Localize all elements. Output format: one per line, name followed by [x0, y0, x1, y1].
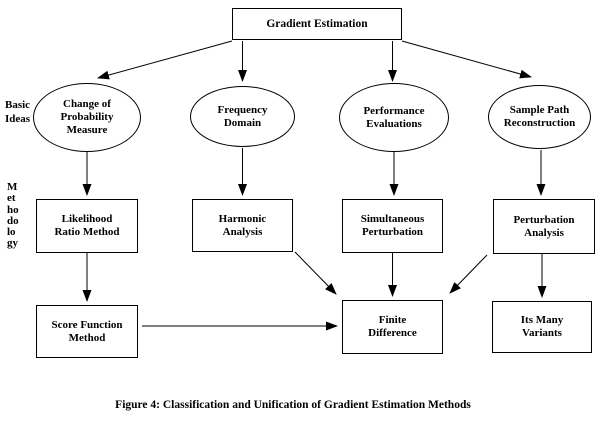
- node-label-line: Variants: [522, 327, 562, 339]
- node-label-line: Probability: [60, 111, 114, 123]
- node-change-of-probability-measure: [33, 83, 141, 152]
- node-its-many-variants: [492, 301, 592, 353]
- label-methodology: Methodology: [7, 181, 19, 250]
- node-label: Gradient Estimation: [266, 17, 368, 30]
- label-basic-ideas-line1: Basic: [5, 99, 31, 111]
- node-label-line: Evaluations: [366, 117, 422, 130]
- node-label-line: Performance: [363, 104, 425, 117]
- node-frequency-domain: [190, 86, 295, 147]
- node-sample-path-reconstruction: [488, 85, 591, 149]
- node-label-line: Sample Path: [509, 104, 570, 116]
- figure-caption: Figure 4: Classification and Unification of Gradient Estimation Methods: [115, 399, 471, 411]
- node-label-line: Change of: [63, 98, 111, 110]
- node-label-line: Harmonic: [218, 212, 267, 225]
- node-gradient-estimation: [232, 8, 402, 40]
- node-label-line: Likelihood: [61, 213, 113, 225]
- node-label-line: Analysis: [524, 226, 564, 239]
- node-label-line: Reconstruction: [503, 117, 576, 129]
- node-label-line: Finite: [378, 314, 407, 326]
- node-simultaneous-perturbation: [342, 199, 443, 253]
- node-label-line: Its Many: [520, 314, 564, 326]
- arrow-harmonic-to-finite-difference: [295, 252, 336, 294]
- node-label-line: Domain: [223, 116, 262, 129]
- node-score-function-method: [36, 305, 138, 358]
- node-likelihood-ratio-method: [36, 199, 138, 253]
- node-label-line: Measure: [66, 124, 108, 136]
- label-basic-ideas-line2: Ideas: [5, 113, 31, 125]
- label-basic-ideas: [5, 98, 30, 126]
- node-label-line: Ratio Method: [54, 226, 120, 238]
- node-label-line: Difference: [368, 327, 417, 339]
- node-label-line: Score Function: [51, 318, 123, 331]
- node-label-line: Frequency: [217, 103, 268, 116]
- node-label-line: Analysis: [222, 225, 263, 238]
- node-perturbation-analysis: [493, 199, 595, 254]
- node-label-line: Perturbation: [361, 226, 424, 238]
- node-label-line: Simultaneous: [360, 213, 425, 225]
- arrow-root-to-change-of-probability: [98, 41, 232, 78]
- node-performance-evaluations: [339, 83, 449, 152]
- node-label-line: Method: [68, 331, 106, 344]
- arrow-root-to-sample-path: [402, 41, 531, 77]
- node-harmonic-analysis: [192, 199, 293, 252]
- node-label-line: Perturbation: [513, 213, 575, 226]
- arrow-perturbation-analysis-to-finite-difference: [450, 255, 487, 293]
- node-finite-difference: [342, 300, 443, 354]
